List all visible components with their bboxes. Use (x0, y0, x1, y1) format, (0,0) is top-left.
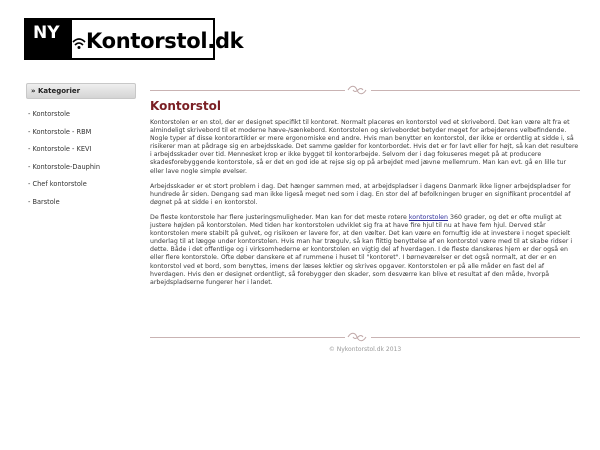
sidebar-item-kontorstole-kevi[interactable]: - Kontorstole - KEVI (28, 145, 92, 154)
footer-copyright: © Nykontorstol.dk 2013 (328, 346, 402, 353)
sidebar-heading: » Kategorier (26, 83, 136, 99)
logo-ny-text: NY (26, 20, 72, 58)
wifi-icon (72, 34, 86, 50)
category-sidebar (26, 83, 136, 215)
logo-brand-text: Kontorstol.dk (86, 29, 244, 53)
article-content (150, 119, 580, 294)
paragraph-3-end: 360 grader, og det er ofte muligt at justere højden på kontorstolen. Med tiden har kontorstolen udviklet sig fra at have fire hjul til nu at have fem hjul. Derved står kontorstolen mere stabilt på gulvet, og risikoen er lavere for, at den vælter. Det kan være en fornuftig ide at investere i noget specielt underlag til at lægge under kontorstolen. Hvis man har trægulv, så kan flittig benyttelse af en kontorstol være med til at skabe ridser i dette. Både i det offentlige og i virksomhederne er kontorstolen en vigtig del af hverdagen. I de fleste danskeres hjem er der også en eller flere kontorstole. Ofte døber danskere et af rummene i huset til "kontoret". I børneværelser er det også normalt, at der er en kontorstol ved et bord, som benyttes, imens der læses lektier og skrives opgaver. Kontorstolen er på alle måder en fast del af hverdagen. Hvis den er designet ordentligt, så forebygger den skader, som desværre kan blive et resultat af den måde, hvorpå arbejdspladserne fungerer her i landet. (150, 213, 573, 286)
kontorstolen-link[interactable]: kontorstolen (408, 213, 448, 221)
sidebar-item-kontorstole-rbm[interactable]: - Kontorstole - RBM (28, 127, 92, 136)
sidebar-item-chef-kontorstole[interactable]: - Chef kontorstole (28, 180, 87, 189)
page-title: Kontorstol (150, 99, 222, 113)
sidebar-item-kontorstole-dauphin[interactable]: - Kontorstole-Dauphin (28, 162, 101, 171)
paragraph-3 (150, 214, 580, 287)
category-list (26, 109, 136, 215)
paragraph-1: Kontorstolen er en stol, der er designet specifikt til kontoret. Normalt placeres en kontorstol ved et skrivebord. Det kan være alt fra et almindeligt skrivebord til et moderne hæve-/sænkebord. Kontorstolen og skrivebordet betyder meget for arbejderens velbefindende. Nogle typer af disse kontorartikler er mere ergonomiske end andre. Hvis man benytter en kontorstol, der ikke er ordentlig at sidde i, så risikerer man at pådrage sig en arbejdsskade. Det samme gælder for kontorbordet. Hvis det er for lavt eller for højt, så kan det resultere i arbejdsskader over tid. Mennesket krop er ikke bygget til kontorarbejde. Selvom der i dag fokuseres meget på at producere skadesforebyggende kontorstole, så er det en god ide at rejse sig op på arbejdet med jævne mellemrum. Man kan evt. gå en lille tur eller lave nogle simple øvelser. (150, 119, 579, 175)
ornament-icon (345, 85, 371, 95)
sidebar-item-barstole[interactable]: - Barstole (28, 197, 60, 206)
ornament-icon (345, 332, 371, 342)
paragraph-3-start: De fleste kontorstole har flere justeringsmuligheder. Man kan for det meste rotere (150, 213, 409, 221)
sidebar-item-kontorstole[interactable]: - Kontorstole (28, 110, 70, 118)
paragraph-2: Arbejdsskader er et stort problem i dag. Det hænger sammen med, at arbejdspladser i dagens Danmark ikke ligner arbejdspladser for hundrede år siden. Dengang sad man ikke ligeså meget ned som i dag. En stor del af befolkningen bruger en signifikant procentdel af døgnet på at sidde i en kontorstol. (150, 182, 571, 206)
site-logo[interactable] (24, 18, 244, 60)
